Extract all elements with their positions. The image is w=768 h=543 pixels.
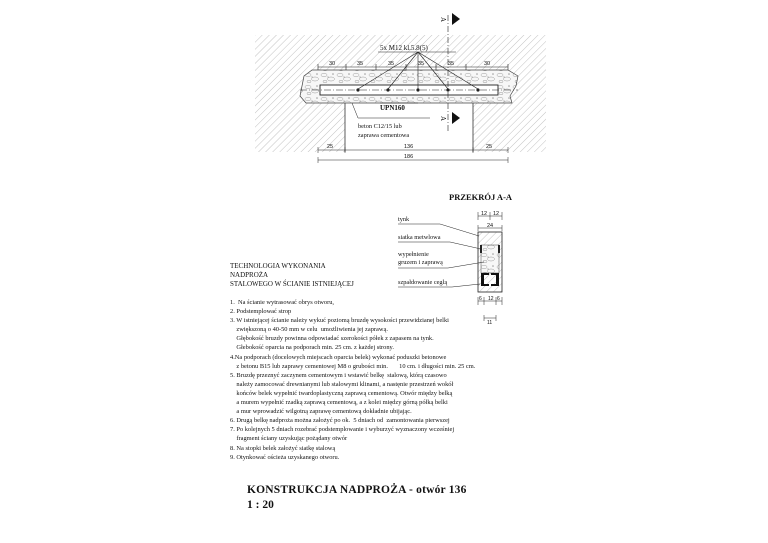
step-item: należy zamocować drewnianymi lub stalowymi klinami, a nastęnie przestrzeń wokół	[230, 380, 454, 388]
section-arrow-bottom	[452, 112, 460, 124]
step-item: 1. Na ścianie wytrasować obrys otworu,	[230, 299, 334, 306]
section-title: PRZEKRÓJ A-A	[449, 192, 513, 202]
section-fill	[481, 245, 499, 273]
top-dim-2: 35	[357, 61, 364, 67]
mesh-right	[498, 245, 500, 253]
label-tynk: tynk	[398, 216, 410, 223]
concrete-note-1: beton C12/15 lub	[358, 123, 402, 130]
step-item: 5. Bruzdę przeznyć zaczynem cementowym i wstawić belkę stalową, którą czasowo	[230, 371, 447, 379]
top-dim-5: 35	[448, 61, 455, 67]
bolt-label: 5x M12 kl.5.8(5)	[380, 44, 428, 52]
section-top-dim-1: 12	[481, 211, 488, 217]
step-item: Głebokość oparcia na podporach min. 25 cm. z każdej strony.	[230, 344, 394, 352]
step-item: z betonu B15 lub zaprawy cementowej M8 o grubości min. 10 cm. i długości min. 25 cm.	[230, 362, 476, 370]
section-top-dim-2: 12	[493, 211, 500, 217]
bottom-dim-right: 25	[486, 144, 493, 150]
step-item: fragment ściany uzyskując pożądany otwór	[230, 435, 348, 443]
step-item: a mur wprowadzić wilgotną zaprawę cementową dokładnie ubijając.	[230, 408, 412, 416]
top-dim-1: 30	[329, 61, 336, 67]
top-dim-3: 35	[388, 61, 395, 67]
label-szpaldowanie: szpałdowanie cegłą	[398, 279, 448, 286]
step-item: 7. Po kolejnych 5 dniach rozebrać podstemplowanie i wyburzyć wyznaczony wcześniej	[230, 426, 455, 434]
step-item: 4.Na podporach (docelowych miejscach oparcia belek) wykonać poduszki betonowe	[230, 353, 447, 361]
beam-label: UPN160	[380, 104, 405, 112]
section-bottom-dim-4: 11	[487, 320, 493, 326]
drawing-scale: 1 : 20	[247, 499, 274, 511]
bottom-dim-middle: 136	[404, 144, 414, 150]
plan-view	[255, 13, 546, 163]
label-wypelnienie-line2: gruzem i zaprawą	[398, 259, 443, 266]
label-wypelnienie	[398, 251, 443, 266]
step-item: 3. W istniejącej ścianie należy wykuć poziomą bruzdę wysokości przewidzianej belki	[230, 317, 449, 325]
step-item: 6. Drugą belkę nadproża można założyć po ok. 5 dniach od zamontowania pierwszej	[230, 417, 450, 425]
section-bottom-dim-2: 12	[488, 296, 494, 302]
step-item: zwiększoną o 40-50 mm w celu umożliwienia jej zaprawą.	[230, 326, 388, 334]
bottom-dim-left: 25	[327, 144, 334, 150]
section-arrow-top	[452, 13, 460, 25]
drawing-title: KONSTRUKCJA NADPROŻA - otwór 136	[247, 484, 467, 496]
technology-steps	[230, 298, 475, 462]
top-dim-6: 30	[484, 61, 491, 67]
technology-title	[230, 262, 360, 289]
label-wypelnienie-line1: wypełnienie	[398, 251, 429, 258]
step-item: 2. Podstemplować strop	[230, 308, 292, 316]
technology-title-line1: TECHNOLOGIA WYKONANIA NADPROŻA	[230, 262, 326, 279]
concrete-note-2: zaprawa cementowa	[358, 132, 410, 139]
step-item: a murem wypełnić rzadką zaprawą cementową, a z kolei między górną półką belki	[230, 399, 448, 407]
section-mark-bottom: A	[439, 116, 447, 122]
bottom-dim-total: 186	[404, 154, 414, 160]
technology-title-line2: STALOWEGO W ŚCIANIE ISTNIEJĄCEJ	[230, 280, 354, 288]
section-bottom-dim-3: 6	[497, 296, 500, 302]
step-item: końców belek wypełnić twardoplastyczną zaprawą cementową. Otwór między belką	[230, 389, 453, 397]
top-dim-4: 35	[418, 61, 425, 67]
label-siatka: siatka metwlowa	[398, 234, 441, 241]
step-item: Głębokość bruzdy powinna odpowiadać szerokości półek z zapasem na tynk.	[230, 335, 434, 343]
step-item: 8. Na stopki belek założyć siatkę stalową	[230, 444, 336, 452]
section-width-dim: 24	[487, 223, 494, 229]
section-mark-top: A	[439, 17, 447, 23]
section-bottom-dim-1: 6	[479, 296, 482, 302]
step-item: 9. Otynkować ościeża uzyskanego otworu.	[230, 453, 340, 461]
